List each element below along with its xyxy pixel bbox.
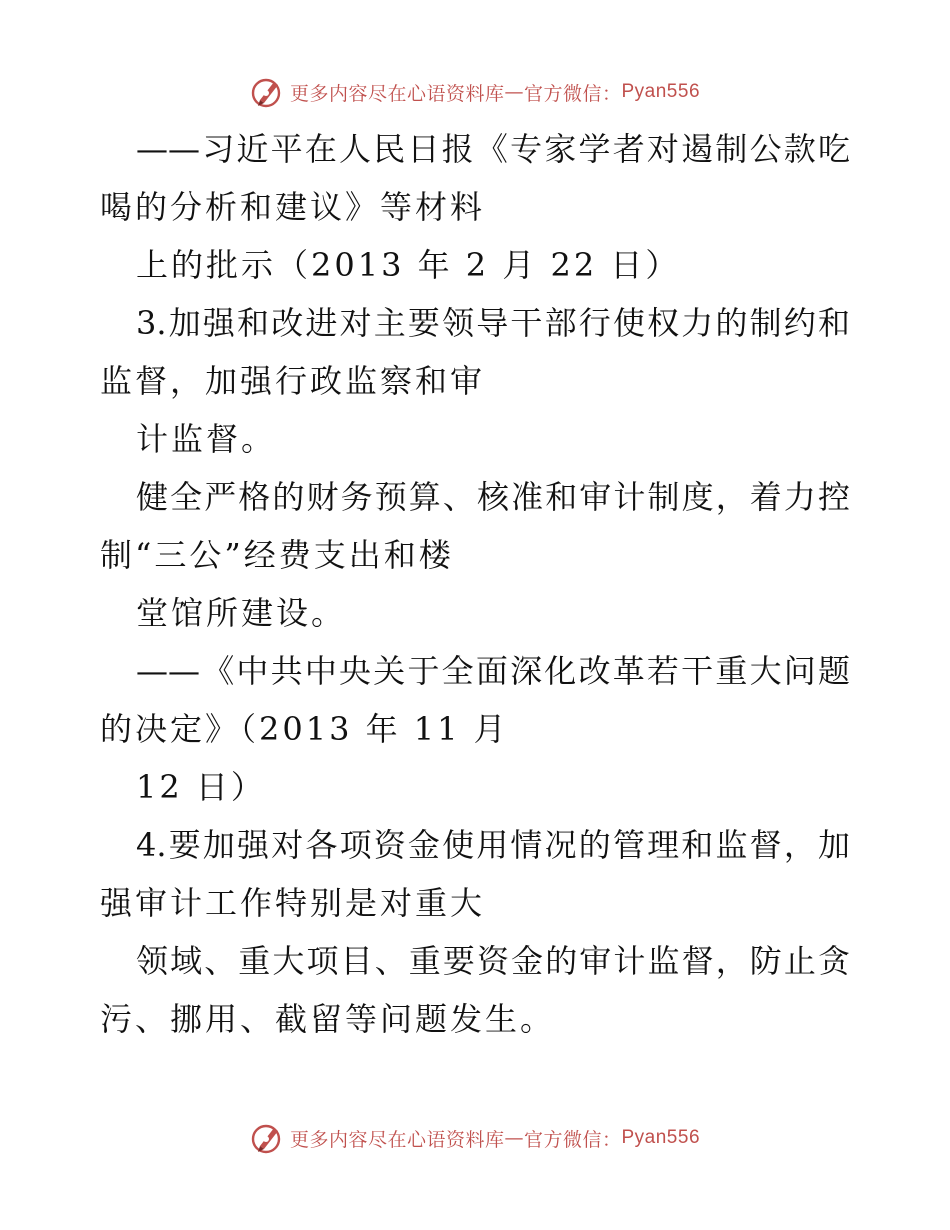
header-banner: [0, 72, 950, 112]
text-line: 强审计工作特别是对重大: [100, 884, 486, 922]
banner-wechat-account: Pyan556: [621, 1127, 701, 1148]
text-line: 健全严格的财务预算、核准和审计制度，着力控: [136, 478, 850, 516]
text-line: 计监督。: [136, 420, 277, 458]
footer-banner: [0, 1118, 950, 1158]
text-line: 堂馆所建设。: [136, 594, 347, 632]
text-line: 领域、重大项目、重要资金的审计监督，防止贪: [136, 942, 850, 980]
text-line: ——习近平在人民日报《专家学者对遏制公款吃: [136, 130, 850, 168]
banner-wechat-label: 官方微信：: [523, 1128, 622, 1151]
red-pen-logo-icon: [250, 74, 286, 110]
banner-dash: —: [504, 1127, 524, 1149]
text-line: 污、挪用、截留等问题发生。: [100, 1000, 556, 1038]
text-line: 12 日）: [136, 768, 266, 806]
text-line: 3.加强和改进对主要领导干部行使权力的制约和: [136, 304, 850, 342]
document-body: [100, 120, 860, 1048]
text-line: ——《中共中央关于全面深化改革若干重大问题: [136, 652, 850, 690]
text-line: 4.要加强对各项资金使用情况的管理和监督，加: [136, 826, 850, 864]
text-line: 监督，加强行政监察和审: [100, 362, 486, 400]
text-line: 制“三公”经费支出和楼: [100, 536, 454, 574]
red-pen-logo-icon: [250, 1120, 286, 1156]
text-line: 上的批示（2013 年 2 月 22 日）: [136, 246, 681, 284]
banner-site-name: 更多内容尽在心语资料库: [289, 1128, 505, 1151]
banner-site-name: 更多内容尽在心语资料库: [289, 82, 505, 105]
banner-wechat-label: 官方微信：: [523, 82, 622, 105]
banner-dash: —: [504, 81, 524, 103]
text-line: 喝的分析和建议》等材料: [100, 188, 486, 226]
banner-wechat-account: Pyan556: [621, 81, 701, 102]
text-line: 的决定》（2013 年 11 月: [100, 710, 509, 748]
